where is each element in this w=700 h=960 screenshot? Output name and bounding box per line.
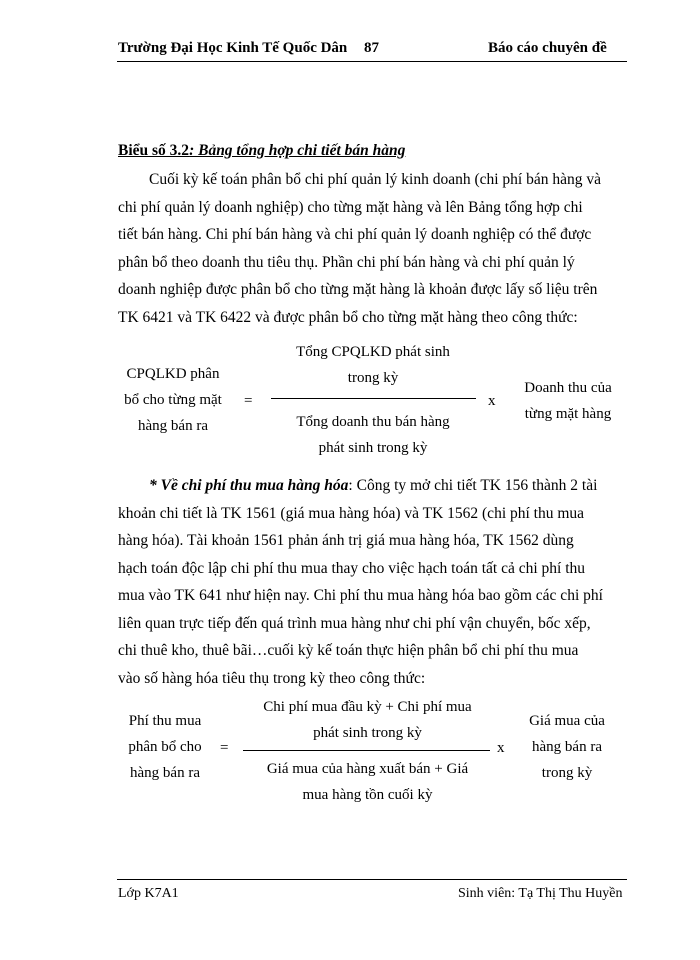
formula2-lhs: [105, 708, 225, 786]
formula1-lhs-line: bổ cho từng mặt: [124, 392, 222, 408]
formula2-rhs: [512, 708, 622, 786]
formula1-rhs: [508, 375, 628, 427]
formula2-lhs-line: phân bổ cho: [128, 739, 202, 755]
section-title: [118, 142, 405, 160]
formula2-equals: =: [220, 740, 229, 756]
paragraph-line: chi phí quản lý doanh nghiệp) cho từng mặt hàng và lên Bảng tổng hợp chi: [118, 198, 583, 216]
header-rule: [117, 61, 627, 62]
formula1-lhs: [108, 361, 238, 439]
paragraph-purchase-costs: [118, 472, 631, 692]
footer-rule: [117, 879, 627, 880]
paragraph-line: hạch toán độc lập chi phí thu mua thay cho việc hạch toán tất cả chi phí thu: [118, 559, 585, 577]
formula2-lhs-line: hàng bán ra: [130, 765, 200, 781]
formula1-numerator-line: Tổng CPQLKD phát sinh: [296, 344, 450, 360]
paragraph-line: hàng hóa). Tài khoản 1561 phản ánh trị giá mua hàng hóa, TK 1562 dùng: [118, 532, 574, 549]
formula1-numerator-line: trong kỳ: [347, 370, 399, 386]
formula2-denominator-line: mua hàng tồn cuối kỳ: [302, 787, 433, 803]
paragraph-line: TK 6421 và TK 6422 và được phân bổ cho từng mặt hàng theo công thức:: [118, 308, 578, 326]
formula1-fraction-bar: [271, 398, 476, 399]
formula1-lhs-line: CPQLKD phân: [126, 366, 220, 382]
formula2-numerator: [240, 694, 495, 746]
formula2-rhs-line: hàng bán ra: [532, 739, 602, 755]
header-school: Trường Đại Học Kinh Tế Quốc Dân: [118, 40, 348, 56]
paragraph-lead: * Về chi phí thu mua hàng hóa: [149, 477, 349, 494]
formula1-rhs-line: Doanh thu của: [524, 380, 612, 396]
paragraph-line: vào số hàng hóa tiêu thụ trong kỳ theo công thức:: [118, 669, 426, 687]
formula1-equals: =: [244, 393, 253, 409]
formula1-numerator: [268, 339, 478, 391]
paragraph-line: tiết bán hàng. Chi phí bán hàng và chi phí quản lý doanh nghiệp có thể được: [118, 226, 592, 243]
formula2-times: x: [497, 740, 505, 756]
section-title-text: : Bảng tổng hợp chi tiết bán hàng: [189, 142, 406, 159]
header-report-type: Báo cáo chuyên đề: [488, 40, 607, 56]
formula2-rhs-line: Giá mua của: [529, 713, 605, 729]
formula1-denominator-line: phát sinh trong kỳ: [318, 440, 428, 456]
page-number: 87: [364, 40, 379, 56]
paragraph-allocation-intro: [118, 166, 631, 331]
paragraph-line: mua vào TK 641 như hiện nay. Chi phí thu mua hàng hóa bao gồm các chi phí: [118, 587, 603, 604]
formula1-rhs-line: từng mặt hàng: [524, 406, 612, 422]
paragraph-line: phân bổ theo doanh thu tiêu thụ. Phần chi phí bán hàng và chi phí quản lý: [118, 253, 575, 271]
paragraph-line: doanh nghiệp được phân bổ cho từng mặt hàng là khoản được lấy số liệu trên: [118, 281, 598, 298]
formula1-times: x: [488, 393, 496, 409]
formula2-rhs-line: trong kỳ: [541, 765, 593, 781]
formula1-denominator-line: Tổng doanh thu bán hàng: [296, 414, 450, 430]
formula1-lhs-line: hàng bán ra: [138, 418, 208, 434]
formula2-denominator: [240, 756, 495, 808]
section-label: Biểu số 3.2: [118, 142, 190, 159]
paragraph-line-text: : Công ty mở chi tiết TK 156 thành 2 tài: [348, 477, 598, 494]
footer-student: Sinh viên: Tạ Thị Thu Huyền: [458, 886, 623, 901]
formula1-denominator: [268, 409, 478, 461]
formula2-numerator-line: phát sinh trong kỳ: [313, 725, 422, 741]
formula2-lhs-line: Phí thu mua: [128, 713, 202, 729]
formula2-numerator-line: Chi phí mua đầu kỳ + Chi phí mua: [263, 699, 472, 715]
paragraph-line: [118, 472, 631, 500]
paragraph-line: Cuối kỳ kế toán phân bổ chi phí quản lý kinh doanh (chi phí bán hàng và: [149, 171, 601, 188]
paragraph-line: liên quan trực tiếp đến quá trình mua hàng như chi phí vận chuyển, bốc xếp,: [118, 614, 591, 632]
footer-class: Lớp K7A1: [118, 886, 179, 901]
paragraph-line: chi thuê kho, thuê bãi…cuối kỳ kế toán thực hiện phân bổ chi phí thu mua: [118, 642, 579, 659]
paragraph-line: khoản chi tiết là TK 1561 (giá mua hàng hóa) và TK 1562 (chi phí thu mua: [118, 504, 585, 522]
formula2-denominator-line: Giá mua của hàng xuất bán + Giá: [266, 761, 469, 777]
formula2-fraction-bar: [243, 750, 490, 751]
